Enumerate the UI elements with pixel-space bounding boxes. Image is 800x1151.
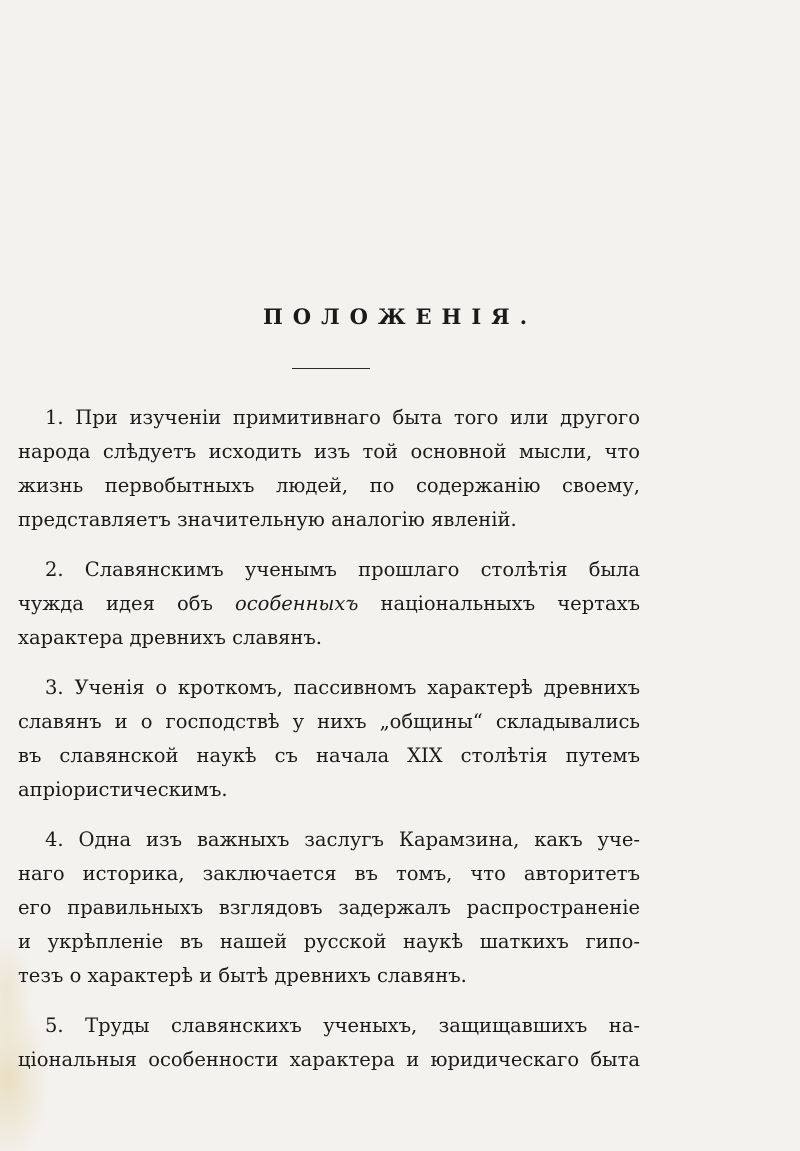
- thesis-line: 2. Славянскимъ ученымъ прошлаго столѣтія была: [45, 558, 640, 581]
- thesis-line: въ славянской наукѣ съ начала XIX столѣтія путемъ: [18, 744, 640, 767]
- page-title: ПОЛОЖЕНІЯ.: [262, 304, 538, 329]
- italic-emphasis: особенныхъ: [234, 592, 359, 615]
- text-segment: чужда идея объ: [18, 592, 235, 615]
- thesis-line: 3. Ученія о кроткомъ, пассивномъ характерѣ древнихъ: [45, 676, 640, 699]
- thesis-line: 4. Одна изъ важныхъ заслугъ Карамзина, какъ уче-: [45, 828, 640, 851]
- thesis-line: 5. Труды славянскихъ ученыхъ, защищавшихъ на-: [45, 1014, 640, 1037]
- thesis-line: апріористическимъ.: [18, 778, 228, 801]
- thesis-line: тезъ о характерѣ и бытѣ древнихъ славянъ.: [18, 964, 467, 987]
- thesis-line: 1. При изученіи примитивнаго быта того или другого: [45, 406, 640, 429]
- thesis-line: народа слѣдуетъ исходить изъ той основной мысли, что: [18, 440, 640, 463]
- thesis-line: наго историка, заключается въ томъ, что авторитетъ: [18, 862, 640, 885]
- thesis-line: характера древнихъ славянъ.: [18, 626, 322, 649]
- thesis-line: ціональныя особенности характера и юридическаго быта: [18, 1048, 640, 1071]
- thesis-line: жизнь первобытныхъ людей, по содержанію своему,: [18, 474, 640, 497]
- thesis-line: его правильныхъ взглядовъ задержалъ распространеніе: [18, 896, 640, 919]
- thesis-line: славянъ и о господствѣ у нихъ „общины“ складывались: [18, 710, 640, 733]
- text-segment: національныхъ чертахъ: [358, 592, 640, 615]
- title-divider: [292, 368, 370, 369]
- thesis-line: представляетъ значительную аналогію явленій.: [18, 508, 517, 531]
- thesis-line: и укрѣпленіе въ нашей русской наукѣ шаткихъ гипо-: [18, 930, 640, 953]
- thesis-line-with-italic: [18, 592, 640, 616]
